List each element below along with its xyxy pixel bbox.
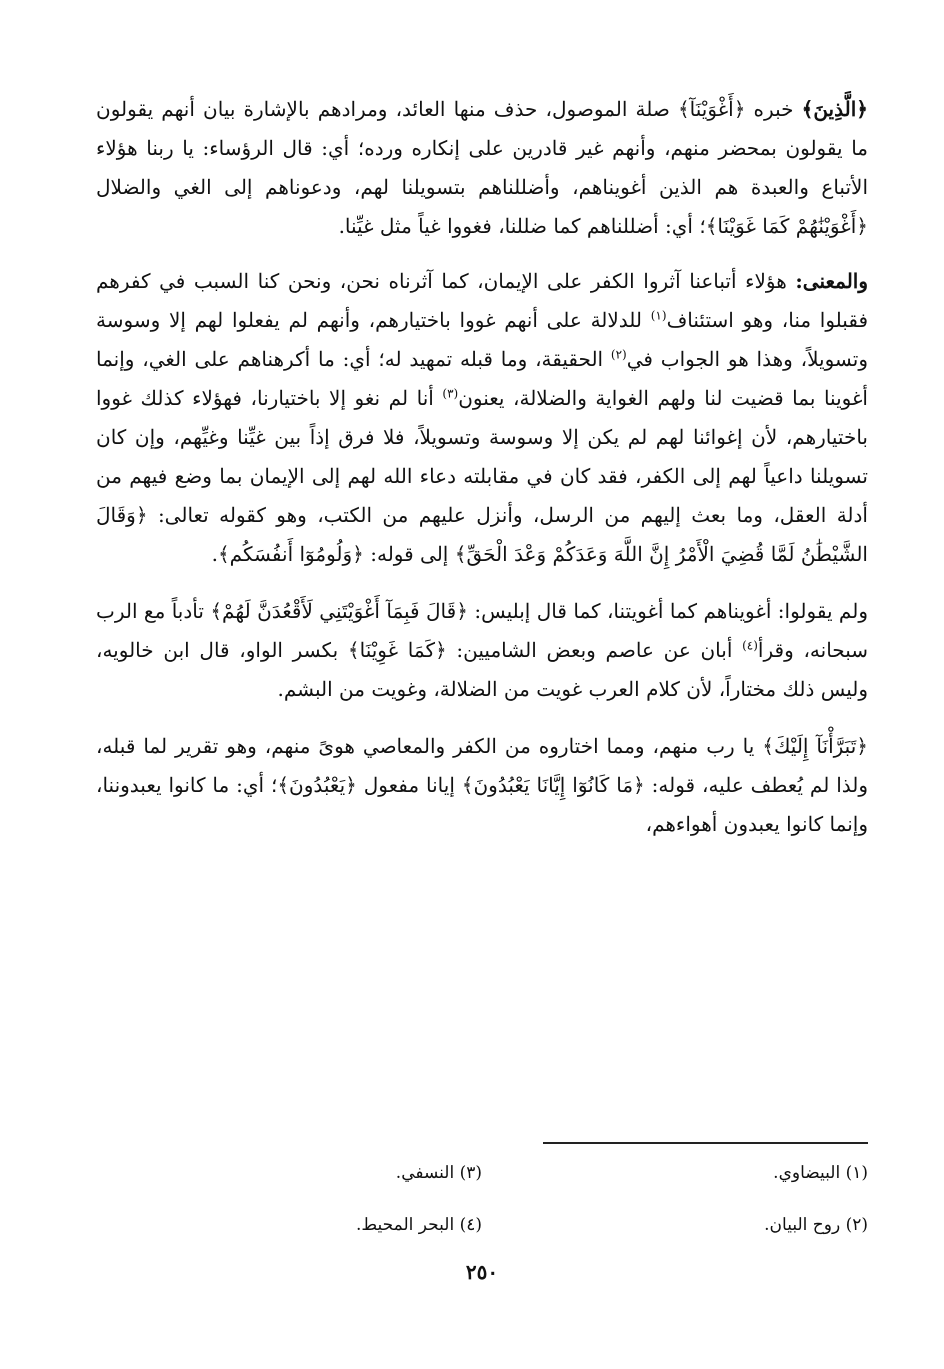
paragraph-text: الحقيقة، وما قبله تمهيد له؛ أي: ما أكرهناهم على الغي، وإنما أغوينا بما قضيت لنا ولهم الغواية والضلالة، يعنون [96, 347, 868, 410]
page-body [96, 90, 869, 1284]
footnote-3: (٣) النسفي. [395, 1163, 482, 1183]
footnote-4: (٤) البحر المحيط. [356, 1215, 482, 1235]
paragraph-1 [96, 90, 868, 246]
paragraph-text: ولم يقولوا: أغويناهم كما أغويتنا، كما قال إبليس: ﴿قَالَ فَبِمَآ أَغْوَيْتَنِي لَأَقْعُدَنَّ لَهُمْ﴾ تأدباً مع الرب سبحانه، وقرأ [96, 599, 868, 662]
footnote-ref-3[interactable]: (٣) [442, 386, 459, 401]
footnote-row [96, 1212, 868, 1264]
paragraph-text: أبان عن عاصم وبعض الشاميين: ﴿كَمَا غَوِيْنَا﴾ بكسر الواو، قال ابن خالويه، وليس ذلك مختاراً، لأن كلام العرب غويت من الضلالة، وغويت من البشم. [96, 638, 868, 701]
paragraph-lead: والمعنى: [795, 269, 868, 293]
paragraph-text: هؤلاء أتباعنا آثروا الكفر على الإيمان، كما آثرناه نحن، ونحن كنا السبب في كفرهم فقبلوا منا، وهو استئناف [96, 269, 869, 332]
paragraph-text: ﴿تَبَرَّأْنَآ إِلَيْكَ﴾ يا رب منهم، ومما اختاروه من الكفر والمعاصي هوىً منهم، وهو تقرير لما قبله، ولذا لم يُعطف عليه، قوله: ﴿مَا كَانُوٓا إِيَّانَا يَعْبُدُونَ﴾ إيانا مفعول ﴿يَعْبُدُونَ﴾؛ أي: ما كانوا يعبدوننا، وإنما كانوا يعبدون أهواءهم، [96, 734, 868, 836]
paragraph-4 [96, 727, 868, 844]
quran-quote: ﴿الَّذِينَ﴾ [801, 97, 868, 121]
footnote-row [96, 1160, 868, 1212]
paragraph-3 [96, 592, 868, 709]
paragraph-text: أنا لم نغو إلا باختيارنا، فهؤلاء كذلك غووا باختيارهم، لأن إغوائنا لهم لم يكن إلا وسوسة وتسويلاً، فلا فرق إذاً بين غيِّنا وغيِّهم، وإن كان تسويلنا داعياً لهم إلى الكفر، فقد كان في مقابلته دعاء الله لهم إلى الإيمان بما وضع فيهم من أدلة العقل، وما بعث إليهم من الرسل، وأنزل عليهم من الكتب، وهو كقوله تعالى: ﴿وَقَالَ الشَّيْطَٰنُ لَمَّا قُضِيَ الْأَمْرُ إِنَّ اللَّهَ وَعَدَكُمْ وَعْدَ الْحَقِّ﴾ إلى قوله: ﴿وَلُومُوٓا أَنفُسَكُم﴾. [96, 386, 868, 566]
footnote-2: (٢) روح البيان. [764, 1215, 868, 1235]
paragraph-text: للدلالة على أنهم غووا باختيارهم، وأنهم لم يفعلوا لهم إلا وسوسة وتسويلاً، وهذا هو الجواب في [96, 308, 868, 371]
paragraph-2 [96, 262, 868, 574]
footnote-ref-2[interactable]: (٢) [610, 347, 627, 362]
footnote-ref-4[interactable]: (٤) [742, 638, 758, 653]
paragraph-text: خبره ﴿أَغْوَيْنَآ﴾ صلة الموصول، حذف منها العائد، ومرادهم بالإشارة بيان أنهم يقولون ما يقولون بمحضر منهم، وأنهم غير قادرين على إنكاره ورده؛ أي: قال الرؤساء: يا ربنا هؤلاء الأتباع والعبدة هم الذين أغويناهم، وأضللناهم بتسويلنا لهم، ودعوناهم إلى الغي والضلال ﴿أَغْوَيْنَٰهُمْ كَمَا غَوَيْنَا﴾؛ أي: أضللناهم كما ضللنا، فغووا غياً مثل غيِّنا. [96, 97, 868, 238]
footnote-1: (١) البيضاوي. [773, 1163, 868, 1183]
footnote-ref-1[interactable]: (١) [650, 308, 667, 323]
footnote-divider [543, 1142, 868, 1144]
page-number: ٢٥٠ [465, 1260, 499, 1284]
footnotes [96, 1160, 868, 1264]
